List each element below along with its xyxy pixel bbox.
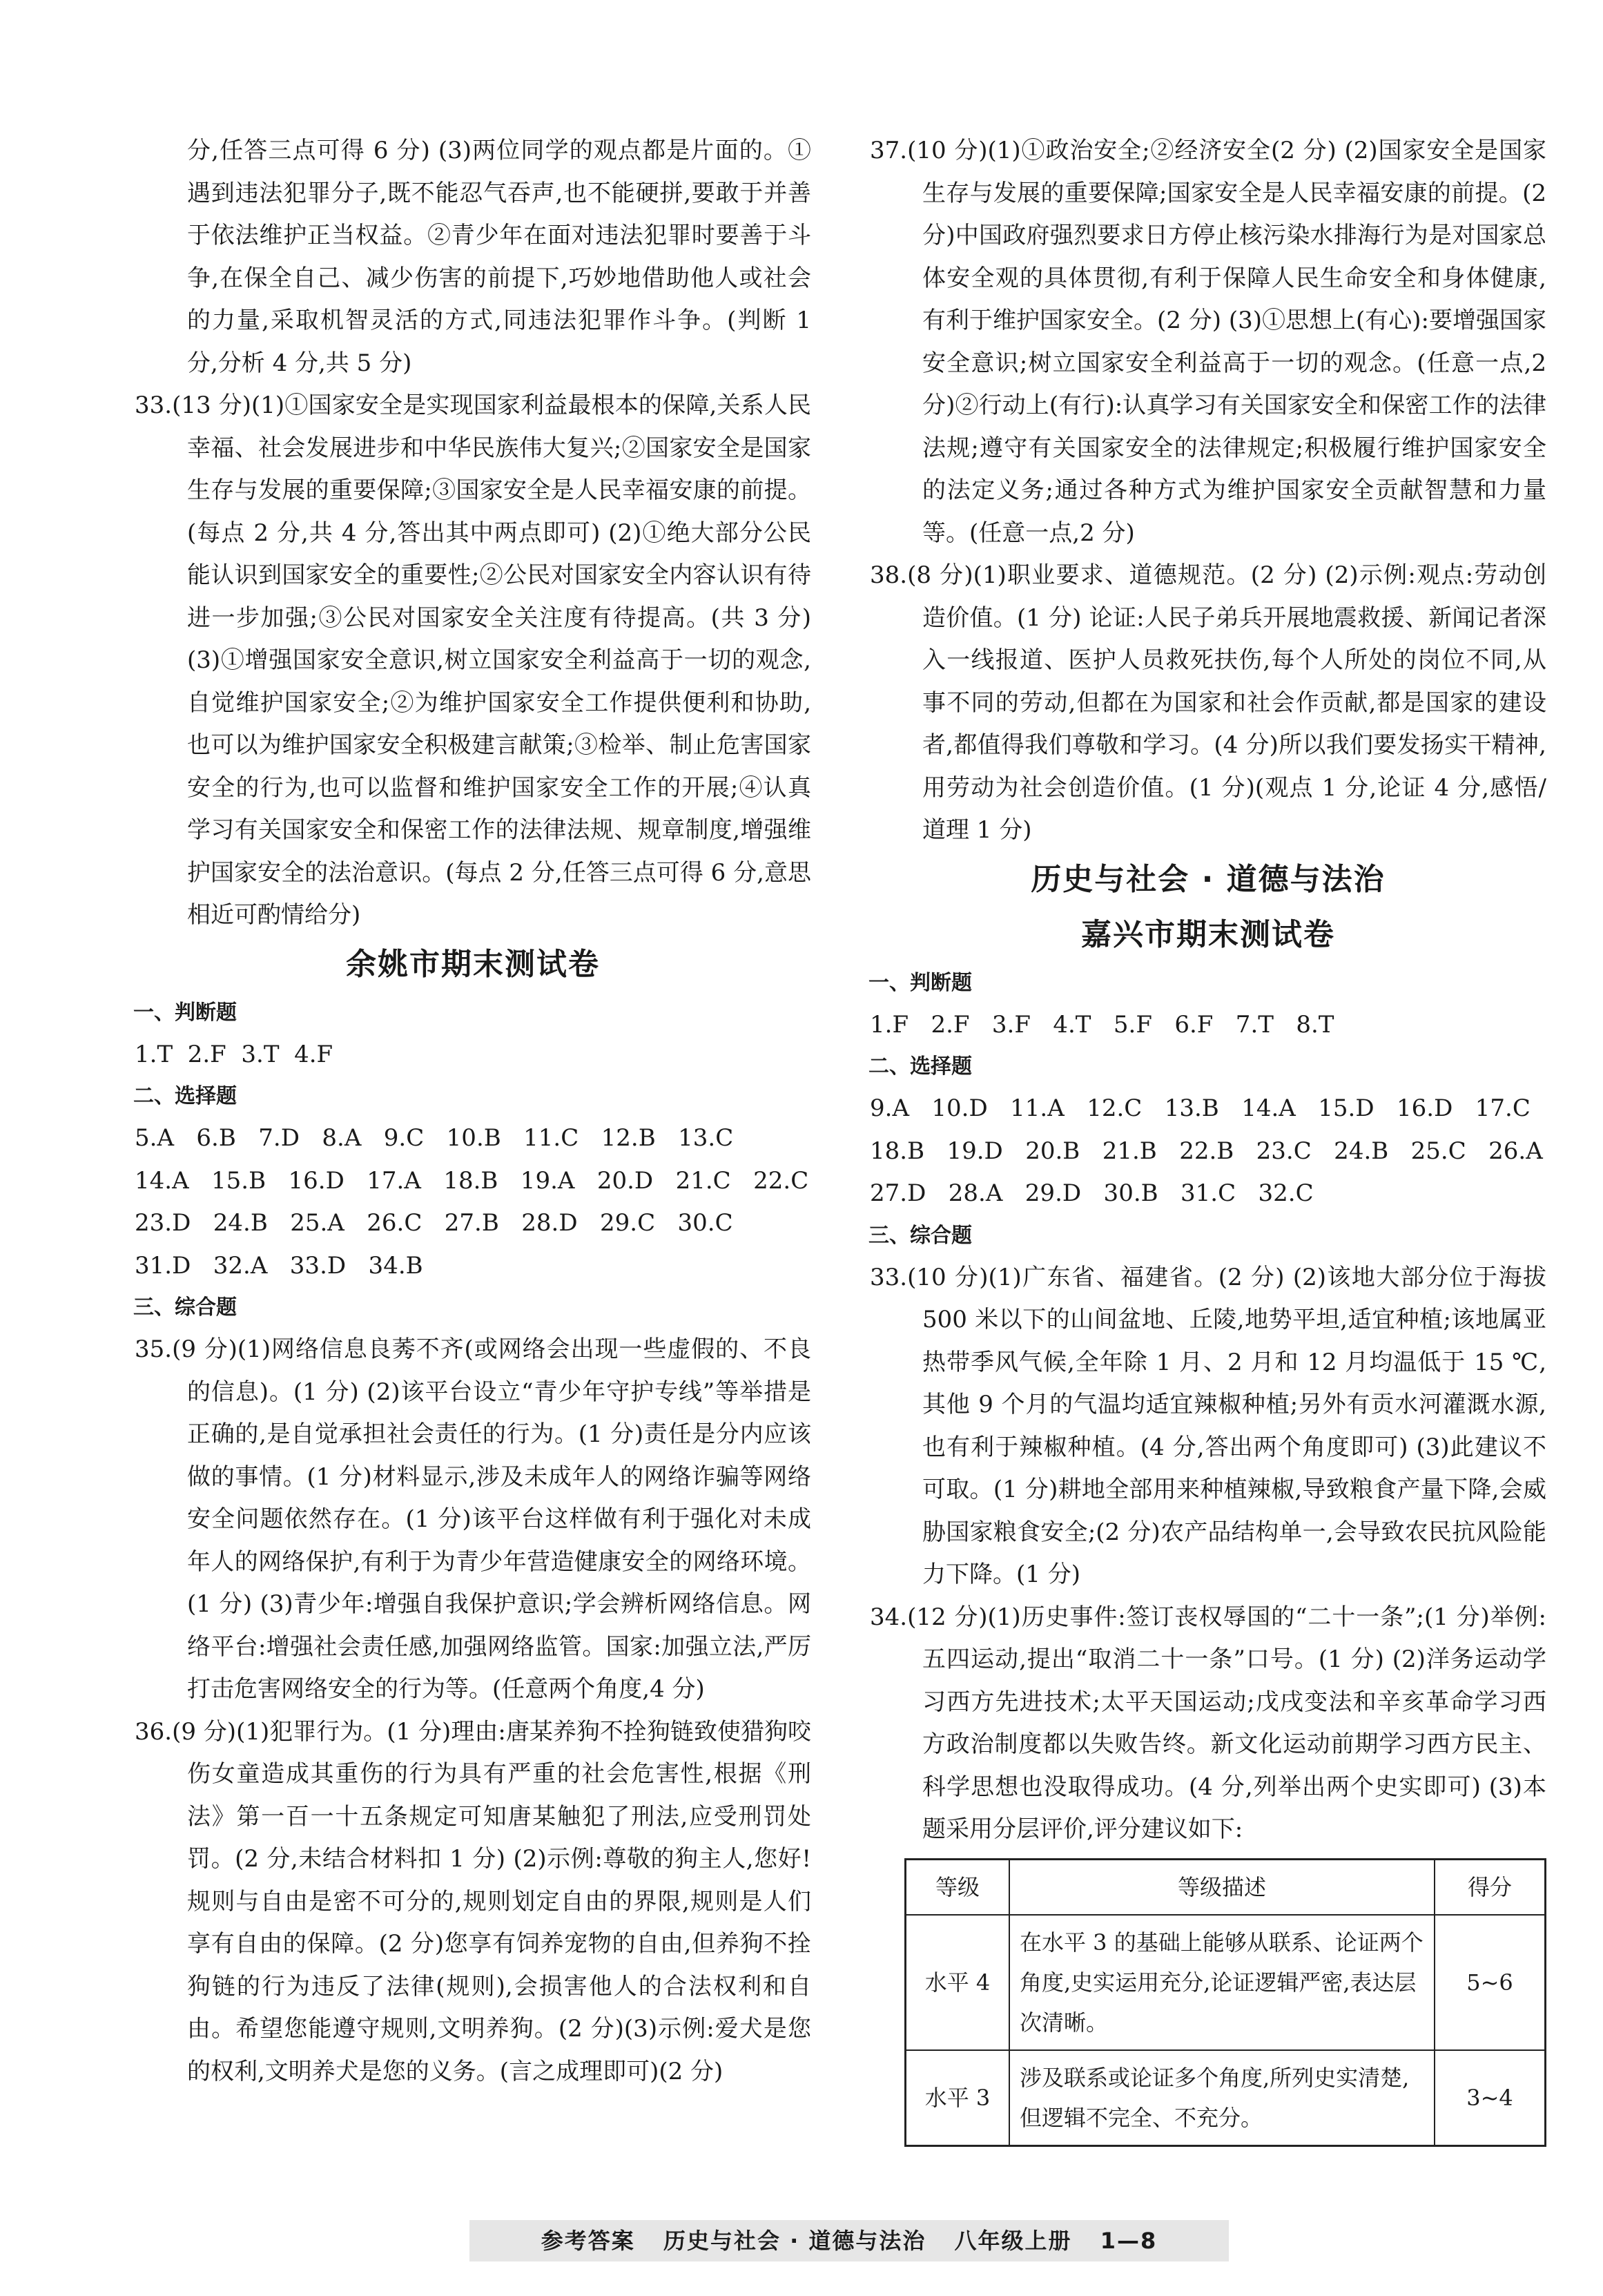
page-footer — [469, 2220, 1229, 2261]
yuyao-section-comprehensive: 三、综合题 — [133, 1295, 237, 1320]
footer-page-number: 1—8 — [1100, 2228, 1158, 2254]
grading-table-header — [906, 1859, 1546, 1915]
q32-continued: 分,任答三点可得 6 分) (3)两位同学的观点都是片面的。①遇到违法犯罪分子,既不能忍气吞声,也不能硬拼,要敢于并善于依法维护正当权益。②青少年在面对违法犯罪时要善于斗争,在保全自己、减少伤害的前提下,巧妙地借助他人或社会的力量,采取机智灵活的方式,同违法犯罪作斗争。(判断 1 分,分析 4 分,共 5 分) — [187, 137, 811, 377]
yuyao-choice-row-3: 23.D 24.B 25.A 26.C 27.B 28.D 29.C 30.C — [135, 1209, 733, 1237]
table-cell-description: 在水平 3 的基础上能够从联系、论证两个角度,史实运用充分,论证逻辑严密,表达层次清晰。 — [1009, 1915, 1435, 2050]
table-header-score: 得分 — [1435, 1859, 1546, 1915]
jx-q34-answer: 34.(12 分)(1)历史事件:签订丧权辱国的“二十一条”;(1 分)举例:五四运动,提出“取消二十一条”口号。(1 分) (2)洋务运动学习西方先进技术;太平天国运动;戊戌变法和辛亥革命学习西方政治制度都以失败告终。新文化运动前期学习西方民主、科学思想也没取得成功。(4 分,列举出两个史实即可) (3)本题采用分层评价,评分建议如下: — [870, 1603, 1546, 1843]
table-row — [906, 1915, 1546, 2050]
subject-title: 历史与社会 · 道德与法治 — [1031, 861, 1386, 897]
jiaxing-section-choice: 二、选择题 — [868, 1054, 972, 1079]
table-cell-description: 涉及联系或论证多个角度,所列史实清楚,但逻辑不完全、不充分。 — [1009, 2050, 1435, 2146]
q36-answer: 36.(9 分)(1)犯罪行为。(1 分)理由:唐某养狗不拴狗链致使猎狗咬伤女童造成其重伤的行为具有严重的社会危害性,根据《刑法》第一百一十五条规定可知唐某触犯了刑法,应受刑罚处罚。(2 分,未结合材料扣 1 分) (2)示例:尊敬的狗主人,您好!规则与自由是密不可分的,规则划定自由的界限,规则是人们享有自由的保障。(2 分)您享有饲养宠物的自由,但养狗不拴狗链的行为违反了法律(规则),会损害他人的合法权利和自由。希望您能遵守规则,文明养狗。(2 分)(3)示例:爱犬是您的权利,文明养犬是您的义务。(言之成理即可)(2 分) — [135, 1717, 811, 2085]
right-column — [870, 130, 1546, 2147]
jiaxing-judge-answers: 1.F 2.F 3.F 4.T 5.F 6.F 7.T 8.T — [870, 1010, 1334, 1039]
table-row — [906, 2050, 1546, 2146]
yuyao-choice-row-1: 5.A 6.B 7.D 8.A 9.C 10.B 11.C 12.B 13.C — [135, 1124, 734, 1152]
yuyao-section-choice: 二、选择题 — [133, 1084, 237, 1108]
jx-q33-answer: 33.(10 分)(1)广东省、福建省。(2 分) (2)该地大部分位于海拔 500 米以下的山间盆地、丘陵,地势平坦,适宜种植;该地属亚热带季风气候,全年除 1 月、2 月和 12 月均温低于 15 ℃,其他 9 个月的气温均适宜辣椒种植;另外有贡水河灌溉水源,也有利于辣椒种植。(4 分,答出两个角度即可) (3)此建议不可取。(1 分)耕地全部用来种植辣椒,导致粮食产量下降,会威胁国家粮食安全;(2 分)农产品结构单一,会导致农民抗风险能力下降。(1 分) — [870, 1263, 1546, 1588]
footer-subject: 历史与社会 · 道德与法治 — [663, 2228, 926, 2254]
yuyao-choice-row-2: 14.A 15.B 16.D 17.A 18.B 19.A 20.D 21.C 22.C — [135, 1166, 809, 1195]
q38-answer: 38.(8 分)(1)职业要求、道德规范。(2 分) (2)示例:观点:劳动创造价值。(1 分) 论证:人民子弟兵开展地震救援、新闻记者深入一线报道、医护人员救死扶伤,每个人所处的岗位不同,从事不同的劳动,但都在为国家和社会作贡献,都是国家的建设者,都值得我们尊敬和学习。(4 分)所以我们要发扬实干精神,用劳动为社会创造价值。(1 分)(观点 1 分,论证 4 分,感悟/道理 1 分) — [870, 561, 1546, 844]
q33-answer: 33.(13 分)(1)①国家安全是实现国家利益最根本的保障,关系人民幸福、社会发展进步和中华民族伟大复兴;②国家安全是国家生存与发展的重要保障;③国家安全是人民幸福安康的前提。(每点 2 分,共 4 分,答出其中两点即可) (2)①绝大部分公民能认识到国家安全的重要性;②公民对国家安全内容认识有待进一步加强;③公民对国家安全关注度有待提高。(共 3 分) (3)①增强国家安全意识,树立国家安全利益高于一切的观念,自觉维护国家安全;②为维护国家安全工作提供便利和协助,也可以为维护国家安全积极建言献策;③检举、制止危害国家安全的行为,也可以监督和维护国家安全工作的开展;④认真学习有关国家安全和保密工作的法律法规、规章制度,增强维护国家安全的法治意识。(每点 2 分,任答三点可得 6 分,意思相近可酌情给分) — [135, 392, 811, 929]
jiaxing-choice-row-3: 27.D 28.A 29.D 30.B 31.C 32.C — [870, 1179, 1314, 1207]
jiaxing-section-judge: 一、判断题 — [868, 970, 972, 995]
yuyao-judge-answers: 1.T 2.F 3.T 4.F — [135, 1040, 333, 1068]
jiaxing-choice-row-1: 9.A 10.D 11.A 12.C 13.B 14.A 15.D 16.D 17.C — [870, 1094, 1531, 1122]
yuyao-choice-row-4: 31.D 32.A 33.D 34.B — [135, 1251, 423, 1280]
table-header-level: 等级 — [906, 1859, 1010, 1915]
table-cell-score: 5~6 — [1435, 1915, 1546, 2050]
grading-table — [904, 1858, 1546, 2147]
table-cell-level: 水平 3 — [906, 2050, 1010, 2146]
yuyao-title: 余姚市期末测试卷 — [346, 946, 600, 982]
footer-grade: 八年级上册 — [954, 2228, 1072, 2254]
table-cell-level: 水平 4 — [906, 1915, 1010, 2050]
footer-label: 参考答案 — [541, 2228, 635, 2254]
q37-answer: 37.(10 分)(1)①政治安全;②经济安全(2 分) (2)国家安全是国家生存与发展的重要保障;国家安全是人民幸福安康的前提。(2 分)中国政府强烈要求日方停止核污染水排海行为是对国家总体安全观的具体贯彻,有利于保障人民生命安全和身体健康,有利于维护国家安全。(2 分) (3)①思想上(有心):要增强国家安全意识;树立国家安全利益高于一切的观念。(任意一点,2 分)②行动上(有行):认真学习有关国家安全和保密工作的法律法规;遵守有关国家安全的法律规定;积极履行维护国家安全的法定义务;通过各种方式为维护国家安全贡献智慧和力量等。(任意一点,2 分) — [870, 137, 1546, 547]
jiaxing-section-comprehensive: 三、综合题 — [868, 1223, 972, 1248]
left-column — [135, 130, 811, 2093]
table-header-description: 等级描述 — [1009, 1859, 1435, 1915]
jiaxing-title: 嘉兴市期末测试卷 — [1081, 916, 1335, 952]
yuyao-section-judge: 一、判断题 — [133, 1000, 237, 1025]
q35-answer: 35.(9 分)(1)网络信息良莠不齐(或网络会出现一些虚假的、不良的信息)。(1 分) (2)该平台设立“青少年守护专线”等举措是正确的,是自觉承担社会责任的行为。(1 分)责任是分内应该做的事情。(1 分)材料显示,涉及未成年人的网络诈骗等网络安全问题依然存在。(1 分)该平台这样做有利于强化对未成年人的网络保护,有利于为青少年营造健康安全的网络环境。(1 分) (3)青少年:增强自我保护意识;学会辨析网络信息。网络平台:增强社会责任感,加强网络监管。国家:加强立法,严厉打击危害网络安全的行为等。(任意两个角度,4 分) — [135, 1335, 811, 1703]
table-cell-score: 3~4 — [1435, 2050, 1546, 2146]
jiaxing-choice-row-2: 18.B 19.D 20.B 21.B 22.B 23.C 24.B 25.C 26.A — [870, 1137, 1543, 1165]
